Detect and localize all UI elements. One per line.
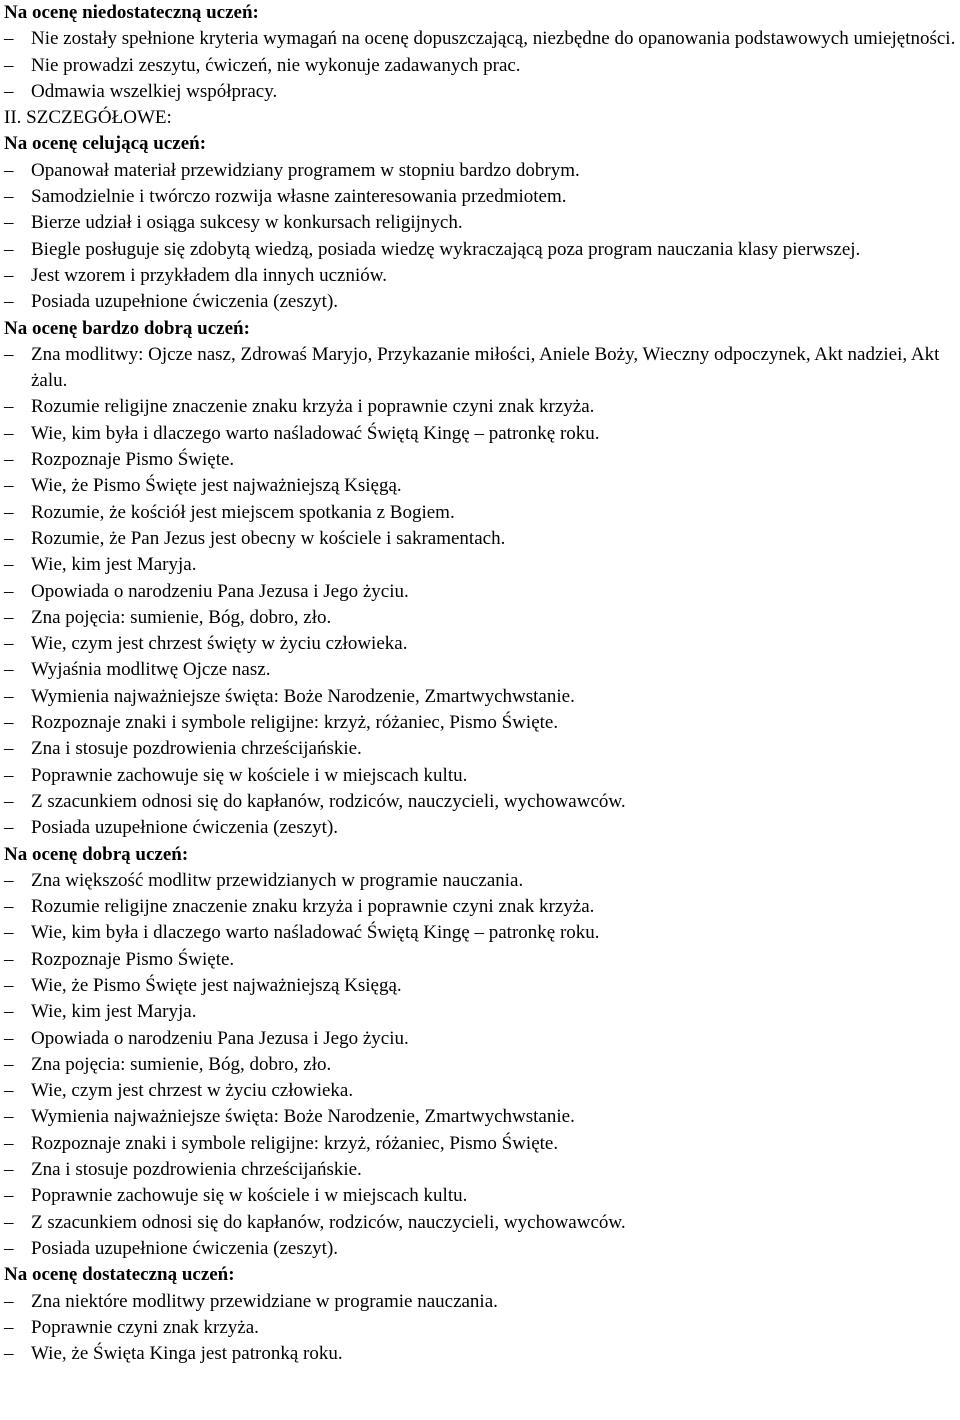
list-item [4,1026,960,1052]
list-item [4,53,960,79]
section-heading: Na ocenę bardzo dobrą uczeń: [4,317,250,339]
list-item-text: Samodzielnie i twórczo rozwija własne zainteresowania przedmiotem. [31,186,567,208]
list-item-text: Opowiada o narodzeniu Pana Jezusa i Jego życiu. [31,580,409,602]
dash-bullet-icon: – [4,1290,14,1312]
list-item [4,26,960,52]
list-item-text: Nie prowadzi zeszytu, ćwiczeń, nie wykonuje zadawanych prac. [31,54,521,76]
list-item [4,1052,960,1078]
list-item-text: Posiada uzupełnione ćwiczenia (zeszyt). [31,1237,339,1259]
list-item [4,1210,960,1236]
dash-bullet-icon: – [4,1211,14,1233]
list-item [4,973,960,999]
section-heading: Na ocenę dobrą uczeń: [4,843,189,865]
dash-bullet-icon: – [4,712,14,734]
list-item-text: Opanował materiał przewidziany programem w stopniu bardzo dobrym. [31,159,580,181]
list-item [4,1236,960,1262]
list-item [4,1157,960,1183]
list-item-text: Rozumie, że kościół jest miejscem spotkania z Bogiem. [31,501,455,523]
list-item-text: Jest wzorem i przykładem dla innych uczniów. [31,264,387,286]
list-item-text: Wie, kim jest Maryja. [31,1001,197,1023]
list-item [4,789,960,815]
dash-bullet-icon: – [4,974,14,996]
dash-bullet-icon: – [4,28,14,50]
list-item-text: Nie zostały spełnione kryteria wymagań na ocenę dopuszczającą, niezbędne do opanowania podstawowych umiejętności. [31,28,956,50]
list-item [4,500,960,526]
list-item-text: Posiada uzupełnione ćwiczenia (zeszyt). [31,817,339,839]
list-item [4,920,960,946]
list-item-text: Bierze udział i osiąga sukcesy w konkursach religijnych. [31,212,463,234]
list-item-text: Zna niektóre modlitwy przewidziane w programie nauczania. [31,1290,498,1312]
list-item [4,1104,960,1130]
dash-bullet-icon: – [4,1316,14,1338]
list-item [4,552,960,578]
dash-bullet-icon: – [4,449,14,471]
dash-bullet-icon: – [4,1001,14,1023]
list-item [4,684,960,710]
list-item [4,947,960,973]
dash-bullet-icon: – [4,80,14,102]
dash-bullet-icon: – [4,1132,14,1154]
list-item-text: Wie, kim była i dlaczego warto naśladować Świętą Kingę – patronkę roku. [31,422,600,444]
list-item [4,237,960,263]
dash-bullet-icon: – [4,685,14,707]
dash-bullet-icon: – [4,475,14,497]
list-item [4,526,960,552]
list-item [4,999,960,1025]
dash-bullet-icon: – [4,238,14,260]
dash-bullet-icon: – [4,922,14,944]
list-item-text: Rozumie religijne znaczenie znaku krzyża i poprawnie czyni znak krzyża. [31,896,595,918]
list-item-text: Wie, kim była i dlaczego warto naśladować Świętą Kingę – patronkę roku. [31,922,600,944]
dash-bullet-icon: – [4,396,14,418]
list-item [4,631,960,657]
list-item-text: Zna modlitwy: Ojcze nasz, Zdrowaś Maryjo, Przykazanie miłości, Aniele Boży, Wieczny odpoczynek, Akt nadziei, Akt żalu. [31,343,940,392]
dash-bullet-icon: – [4,764,14,786]
list-item [4,579,960,605]
dash-bullet-icon: – [4,264,14,286]
list-item-text: Rozumie, że Pan Jezus jest obecny w kościele i sakramentach. [31,527,506,549]
list-item-text: Wie, czym jest chrzest w życiu człowieka. [31,1080,354,1102]
dash-bullet-icon: – [4,1080,14,1102]
list-item-text: Posiada uzupełnione ćwiczenia (zeszyt). [31,291,339,313]
section-heading: Na ocenę celującą uczeń: [4,133,207,155]
dash-bullet-icon: – [4,738,14,760]
list-item-text: Wymienia najważniejsze święta: Boże Narodzenie, Zmartwychwstanie. [31,1106,575,1128]
dash-bullet-icon: – [4,554,14,576]
list-item [4,710,960,736]
list-item [4,473,960,499]
list-item-text: Wie, że Pismo Święte jest najważniejszą Księgą. [31,974,402,996]
list-item [4,1183,960,1209]
list-item [4,79,960,105]
list-item-text: Rozumie religijne znaczenie znaku krzyża i poprawnie czyni znak krzyża. [31,396,595,418]
list-item-text: Wie, że Pismo Święte jest najważniejszą Księgą. [31,475,402,497]
dash-bullet-icon: – [4,817,14,839]
dash-bullet-icon: – [4,896,14,918]
list-item-text: Zna większość modlitw przewidzianych w programie nauczania. [31,869,524,891]
dash-bullet-icon: – [4,54,14,76]
section [4,131,960,315]
section-title: II. SZCZEGÓŁOWE: [4,107,172,129]
dash-bullet-icon: – [4,1106,14,1128]
dash-bullet-icon: – [4,948,14,970]
list-item-text: Wymienia najważniejsze święta: Boże Narodzenie, Zmartwychwstanie. [31,685,575,707]
list-item [4,1078,960,1104]
list-item-text: Poprawnie zachowuje się w kościele i w miejscach kultu. [31,1185,468,1207]
section [4,1262,960,1367]
list-item-text: Biegle posługuje się zdobytą wiedzą, posiada wiedzę wykraczającą poza program nauczania klasy pierwszej. [31,238,861,260]
section-heading: Na ocenę niedostateczną uczeń: [4,2,259,23]
list-item-text: Rozpoznaje Pismo Święte. [31,948,235,970]
list-item [4,894,960,920]
list-item-text: Zna i stosuje pozdrowienia chrześcijańskie. [31,738,362,760]
dash-bullet-icon: – [4,1159,14,1181]
list-item-text: Wie, czym jest chrzest święty w życiu człowieka. [31,633,408,655]
dash-bullet-icon: – [4,790,14,812]
list-item [4,815,960,841]
dash-bullet-icon: – [4,580,14,602]
list-item-text: Zna i stosuje pozdrowienia chrześcijańskie. [31,1159,362,1181]
dash-bullet-icon: – [4,1053,14,1075]
list-item [4,394,960,420]
dash-bullet-icon: – [4,527,14,549]
list-item [4,421,960,447]
list-item [4,1315,960,1341]
dash-bullet-icon: – [4,633,14,655]
dash-bullet-icon: – [4,501,14,523]
list-item-text: Rozpoznaje Pismo Święte. [31,449,235,471]
dash-bullet-icon: – [4,422,14,444]
list-item-text: Wie, że Święta Kinga jest patronką roku. [31,1343,343,1365]
dash-bullet-icon: – [4,659,14,681]
list-item [4,657,960,683]
section-heading: Na ocenę dostateczną uczeń: [4,1264,235,1286]
list-item-text: Poprawnie czyni znak krzyża. [31,1316,259,1338]
dash-bullet-icon: – [4,1027,14,1049]
list-item [4,184,960,210]
list-item-text: Rozpoznaje znaki i symbole religijne: krzyż, różaniec, Pismo Święte. [31,1132,559,1154]
list-item-text: Zna pojęcia: sumienie, Bóg, dobro, zło. [31,1053,332,1075]
list-item-text: Z szacunkiem odnosi się do kapłanów, rodziców, nauczycieli, wychowawców. [31,1211,626,1233]
list-item [4,158,960,184]
dash-bullet-icon: – [4,291,14,313]
list-item-text: Opowiada o narodzeniu Pana Jezusa i Jego życiu. [31,1027,409,1049]
section [4,0,960,105]
dash-bullet-icon: – [4,869,14,891]
list-item-text: Rozpoznaje znaki i symbole religijne: krzyż, różaniec, Pismo Święte. [31,712,559,734]
list-item [4,1289,960,1315]
dash-bullet-icon: – [4,1237,14,1259]
dash-bullet-icon: – [4,159,14,181]
section [4,316,960,842]
list-item [4,447,960,473]
list-item [4,263,960,289]
list-item-text: Zna pojęcia: sumienie, Bóg, dobro, zło. [31,606,332,628]
dash-bullet-icon: – [4,1343,14,1365]
dash-bullet-icon: – [4,606,14,628]
section [4,842,960,1263]
dash-bullet-icon: – [4,1185,14,1207]
list-item [4,763,960,789]
list-item-text: Wie, kim jest Maryja. [31,554,197,576]
list-item-text: Z szacunkiem odnosi się do kapłanów, rodziców, nauczycieli, wychowawców. [31,790,626,812]
list-item [4,736,960,762]
dash-bullet-icon: – [4,212,14,234]
list-item [4,1341,960,1367]
list-item [4,289,960,315]
list-item [4,605,960,631]
list-item-text: Poprawnie zachowuje się w kościele i w miejscach kultu. [31,764,468,786]
list-item-text: Odmawia wszelkiej współpracy. [31,80,278,102]
section [4,105,960,131]
dash-bullet-icon: – [4,186,14,208]
list-item [4,868,960,894]
list-item [4,342,960,395]
list-item [4,1131,960,1157]
dash-bullet-icon: – [4,343,14,365]
list-item [4,210,960,236]
list-item-text: Wyjaśnia modlitwę Ojcze nasz. [31,659,271,681]
